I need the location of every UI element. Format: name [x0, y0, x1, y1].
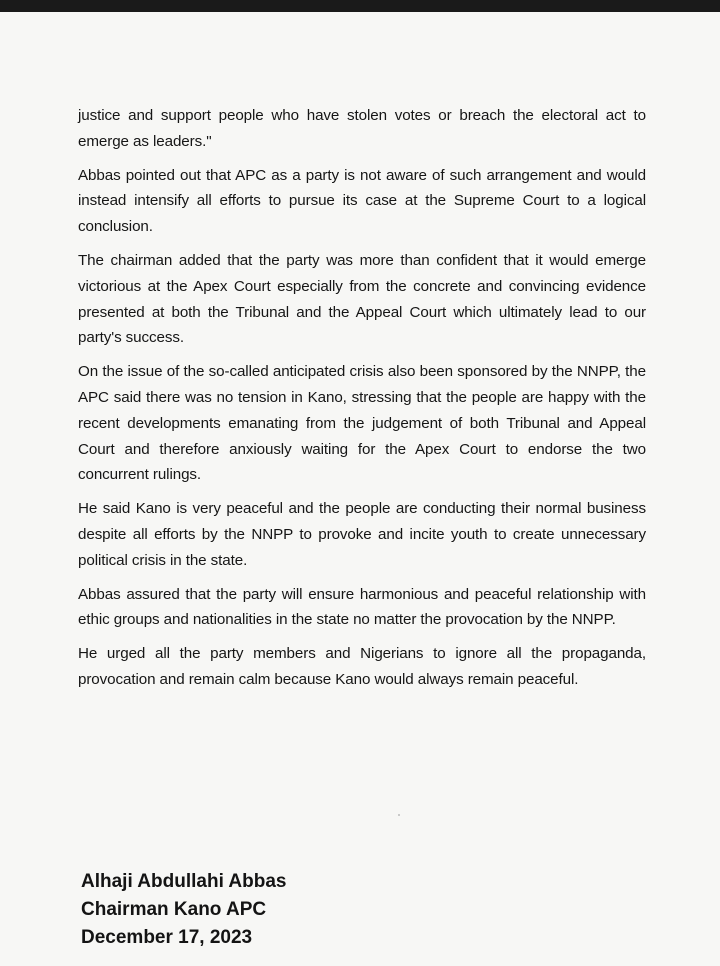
- signatory-title: Chairman Kano APC: [81, 899, 267, 920]
- signatory-name: Alhaji Abdullahi Abbas: [81, 871, 287, 892]
- paragraph: The chairman added that the party was more than confident that it would emerge victorious at the Apex Court especially from the concrete and convincing evidence presented at both the Tribunal and the Appeal Court which ultimately lead to our party's success.: [78, 251, 646, 347]
- paper-speck: [398, 814, 400, 816]
- paragraph: Abbas pointed out that APC as a party is not aware of such arrangement and would instead intensify all efforts to pursue its case at the Supreme Court to a logical conclusion.: [78, 166, 646, 236]
- signature-date: December 17, 2023: [81, 927, 253, 948]
- document-page: [0, 12, 720, 966]
- document-body: [78, 103, 646, 701]
- paragraph: On the issue of the so-called anticipated crisis also been sponsored by the NNPP, the APC said there was no tension in Kano, stressing that the people are happy with the recent developments emanating from the judgement of both Tribunal and Appeal Court and therefore anxiously waiting for the Apex Court to endorse the two concurrent rulings.: [78, 363, 646, 484]
- paragraph: He urged all the party members and Nigerians to ignore all the propaganda, provocation and remain calm because Kano would always remain peaceful.: [78, 645, 646, 688]
- paragraph: He said Kano is very peaceful and the people are conducting their normal business despite all efforts by the NNPP to provoke and incite youth to create unnecessary political crisis in the state.: [78, 500, 646, 569]
- signature-block: [81, 868, 287, 952]
- paragraph: justice and support people who have stolen votes or breach the electoral act to emerge as leaders.": [78, 107, 646, 150]
- paragraph: Abbas assured that the party will ensure harmonious and peaceful relationship with ethic groups and nationalities in the state no matter the provocation by the NNPP.: [78, 585, 646, 629]
